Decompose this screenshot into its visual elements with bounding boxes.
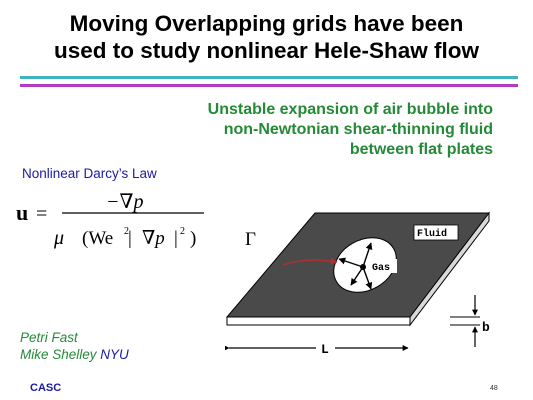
eq-u: u <box>16 200 29 225</box>
eq-exponent: 2 <box>124 226 129 237</box>
eq-numerator: −∇p <box>106 191 144 213</box>
gamma-label: Γ <box>245 229 256 250</box>
subtitle-line-3: between flat plates <box>349 141 493 158</box>
page-number: 48 <box>490 385 498 392</box>
darcy-equation <box>14 188 224 263</box>
author-line-2 <box>20 346 129 363</box>
eq-denominator: (We <box>82 228 114 249</box>
eq-abs-close: | <box>174 228 178 249</box>
divider-purple <box>20 84 518 87</box>
subtitle-line-2: non-Newtonian shear-thinning fluid <box>223 121 493 138</box>
gas-label: Gas <box>372 263 391 274</box>
hele-shaw-diagram <box>225 205 510 365</box>
eq-grad-p: ∇p <box>142 228 165 249</box>
divider-teal <box>20 76 518 79</box>
authors <box>20 329 129 363</box>
eq-mu: μ <box>54 227 65 249</box>
fluid-label: Fluid <box>417 229 448 240</box>
subtitle-line-1: Unstable expansion of air bubble into <box>207 101 493 118</box>
length-label: L <box>321 342 329 357</box>
slide-title <box>0 10 533 64</box>
darcy-law-label: Nonlinear Darcy’s Law <box>22 166 157 181</box>
thickness-label: b <box>482 320 490 335</box>
subtitle <box>208 100 493 160</box>
affiliation-nyu: NYU <box>100 347 129 362</box>
eq-abs-open: | <box>128 228 132 249</box>
eq-exponent-2: 2 <box>180 226 185 237</box>
author-petri-fast: Petri Fast <box>20 330 78 345</box>
title-line-2: used to study nonlinear Hele-Shaw flow <box>53 38 480 63</box>
eq-equals: = <box>36 203 48 225</box>
eq-close-paren: ) <box>190 228 197 249</box>
title-line-1: Moving Overlapping grids have been <box>69 11 464 36</box>
author-mike-shelley: Mike Shelley <box>20 347 97 362</box>
plate-front-edge <box>227 317 410 325</box>
casc-logo-text: CASC <box>30 382 62 394</box>
